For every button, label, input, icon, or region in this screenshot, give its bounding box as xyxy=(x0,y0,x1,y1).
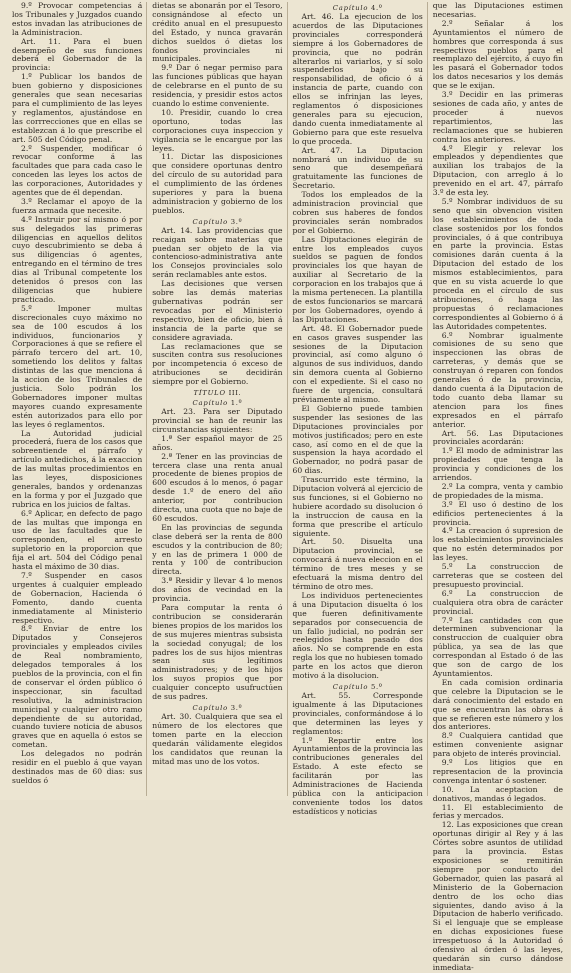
paragraph: Art. 55. Corresponde igualmente á las Diputaciones provinciales, conformándose á lo que determinen las leyes y reglamentos: xyxy=(292,690,423,736)
paragraph: Los delegados no podrán residir en el pueblo á que vayan destinados mas de 60 dias: sus sueldos ó xyxy=(12,749,143,785)
paragraph: 11. Dictar las disposiciones que considere oportunas dentro del círculo de su autoridad para el cumplimiento de las órdenes superiores y para la buena administracion y gobierno de los pueblos. xyxy=(152,152,283,215)
paragraph: El Gobierno puede tambien suspender las sesiones de las Diputaciones provinciales por motivos justificados; pero en este caso, así como en el de que la suspension la haya acordado el Gobernador, no podrá pasar de 60 dias. xyxy=(292,403,423,476)
paragraph: 10. Presidir, cuando lo crea oportuno, todas las corporaciones cuya inspeccion y vigilancia se le encargue por las leyes. xyxy=(152,107,283,153)
section-heading xyxy=(152,218,282,226)
heading-label: Capítulo xyxy=(332,682,369,691)
paragraph: En cada comision ordinaria que celebre la Diputacion se le dará conocimiento del estado en que se encuentran las obras á que se refieren este número y los dos anteriores. xyxy=(432,677,563,732)
paragraph: Art. 23. Para ser Diputado provincial se han de reunir las circunstancias siguientes: xyxy=(152,407,283,434)
paragraph: 4.º La creacion ó supresion de los establecimientos provinciales que no estén determinados por las leyes. xyxy=(432,526,563,563)
paragraph: 1.º El modo de administrar las propiedades que tenga la provincia y condiciones de los arriendos. xyxy=(432,446,563,483)
paragraph: 3.º Reclamar el apoyo de la fuerza armada que necesite. xyxy=(12,196,143,215)
text-column-4 xyxy=(432,1,563,972)
paragraph: 6.º La construccion de cualquiera otra obra de carácter provincial. xyxy=(432,588,563,616)
paragraph: Art. 30. Cualquiera que sea el número de los electores que tomen parte en la eleccion quedarán válidamente elegidos los candidatos que reunan la mitad mas uno de los votos. xyxy=(152,711,283,766)
paragraph: Las Diputaciones elegirán de entre los empleados cuyos sueldos se paguen de fondos provinciales los que hayan de auxiliar al Secretario de la corporacion en los trabajos que á la misma pertenecen. La plantilla de estos funcionarios se marcará por los Gobernadores, oyendo á las Diputaciones. xyxy=(292,234,423,324)
paragraph: 3.º El uso ó destino de los edificios pertenecientes á la provincia. xyxy=(432,499,563,527)
paragraph: 9.º Provocar competencias á los Tribunales y Juzgados cuando estos invadan las atribuciones de la Administracion. xyxy=(12,1,143,37)
paragraph: 8.º Cualquiera cantidad que estimen conveniente asignar para objeto de interés provincial. xyxy=(432,731,563,759)
text-column-3 xyxy=(292,2,428,816)
paragraph: Las reclamaciones que se susciten contra sus resoluciones por incompetencia ó exceso de atribuciones se decidirán siempre por el Gobierno. xyxy=(152,341,283,387)
paragraph: Art. 11. Para el buen desempeño de sus funciones deberá el Gobernador de la provincia: xyxy=(12,36,143,73)
section-heading xyxy=(152,389,282,397)
paragraph: 1.º Repartir entre los Ayuntamientos de la provincia las contribuciones generales del Estado. A este efecto se facilitarán por las Administraciones de Hacienda pública con la anticipacion conveniente todos los datos estadísticos y noticias xyxy=(292,735,423,816)
paragraph: La Autoridad judicial procederá, fuera de los casos que sobreentiende el párrafo y artículo antedichos, á la exaccion de las multas procedimientos en las leyes, disposiciones generales, bandos y ordenanzas en la forma y por el Juzgado que rubrica en los juicios de faltas. xyxy=(12,428,143,509)
paragraph: Los individuos pertenecientes á una Diputacion disuelta ó los que fueren definitivamente separados por consecuencia de un fallo judicial, no podrán ser reelegidos hasta pasado dos años. No se comprende en esta regla los que no hubiesen tomado parte en los actos que dieron motivo á la disolucion. xyxy=(292,590,423,681)
heading-number: III. xyxy=(228,389,242,398)
paragraph: Art. 14. Las providencias que recaigan sobre materias que puedan ser objeto de la via contencioso-administrativa ante los Consejos provinciales solo serán reclamables ante estos. xyxy=(152,225,283,280)
paragraph: Art. 50. Disuelta una Diputacion provincial, se convocará á nueva eleccion en el término de tres meses y se efectuará la misma dentro del término de otro mes. xyxy=(292,537,423,591)
paragraph: 2.º Señalar á los Ayuntamientos el número de hombres que corresponda á sus respectivos pueblos para el reemplazo del ejército, á cuyo fin les pasará el Gobernador todos los datos necesarios y los demás que se le exijan. xyxy=(432,18,563,91)
paragraph: 6.º Nombrar igualmente comisiones de su seno que inspeccionen las obras de carreteras, y demás que se construyan ó reparen con fondos generales ó de la provincia, dando cuenta á la Diputacion de todo cuanto deba llamar su atencion para los fines expresados en el párrafo anterior. xyxy=(432,330,563,429)
paragraph: 4.º Elegir y relevar los empleados y dependientes que auxilian los trabajos de la Diputacion, con arreglo á lo prevenido en el art. 47, párrafo 3.º de esta ley. xyxy=(432,143,563,198)
paragraph: Art. 47. La Diputacion nombrará un individuo de su seno que desempeñará gratuitamente las funciones de Secretario. xyxy=(292,145,423,191)
section-heading xyxy=(293,4,423,12)
paragraph: que las Diputaciones estimen necesarias. xyxy=(432,1,563,19)
paragraph: Art. 56. Las Diputaciones provinciales acordarán: xyxy=(432,428,563,447)
section-heading xyxy=(152,704,282,712)
paragraph: Todos los empleados de la administracion provincial que cobren sus haberes de fondos provinciales serán nombrados por el Gobierno. xyxy=(292,190,423,235)
heading-label: Capítulo xyxy=(192,217,229,226)
paragraph: Art. 48. El Gobernador puede en casos graves suspender las sesiones de la Diputacion provincial, así como alguno ó algunos de sus individuos, dando sin demora cuenta al Gobierno con el expediente. Si el caso no fuere de urgencia, consultará préviamente al mismo. xyxy=(292,323,423,404)
paragraph: 6.º Aplicar, en defecto de pago de las multas que imponga en uso de las facultades que le corresponden, el arresto supletorio en la proporcion que fija el art. 504 del Código penal hasta el máximo de 30 dias. xyxy=(12,508,143,572)
paragraph: 5.º Nombrar individuos de su seno que sin obvencion visiten los establecimientos de toda clase sostenidos por los fondos provinciales, ó á que contribuya en parte la provincia. Estas comisiones darán cuenta á la Diputacion del estado de los mismos establecimientos, para que en su vista acuerde lo que proceda en el círculo de sus atribuciones, ó haga las propuestas ó reclamaciones correspondientes al Gobierno ó á las Autoridades competentes. xyxy=(432,196,563,331)
paragraph: Art. 46. La ejecucion de los acuerdos de las Diputaciones provinciales corresponderá siempre á los Gobernadores de provincia, que no podrán alterarlos ni variarlos, y sí solo suspenderlos bajo su responsabilidad, de oficio ó á instancia de parte, cuando con ellos se infrinjan las leyes, reglamentos ó disposiciones generales para su ejecucion, dando cuenta inmediatamente al Gobierno para que este resuelva lo que proceda. xyxy=(292,12,423,146)
heading-label: Capítulo xyxy=(192,399,229,408)
text-column-1 xyxy=(12,2,147,796)
heading-label: TÍTULO xyxy=(193,389,226,398)
paragraph: 10. La aceptacion de donativos, mandas ó legados. xyxy=(432,784,563,803)
paragraph: Las decisiones que versen sobre las demás materias gubernativas podrán ser revocadas por el Ministerio respectivo, bien de oficio, bien á instancia de la parte que se considere agraviada. xyxy=(152,279,283,342)
paragraph: 4.º Instruir por sí mismo ó por sus delegados las primeras diligencias en aquellos delitos cuyo descubrimiento se deba á sus diligencias ó agentes, entregando en el término de tres dias al Tribunal competente los detenidos ó presos con las diligencias que hubiere practicado. xyxy=(12,214,143,304)
paragraph: 9.º Dar ó negar permiso para las funciones públicas que hayan de celebrarse en el punto de su residencia, y presidir estos actos cuando lo estime conveniente. xyxy=(152,63,283,108)
paragraph: 8.º Enviar de entre los Diputados y Consejeros provinciales y empleados civiles de Real nombramiento, delegados temporales á los pueblos de la provincia, con el fin de conservar el órden público ó inspeccionar, sin facultad resolutiva, la administracion municipal y cualquier otro ramo dependiente de su autoridad, cuando tuviere noticia de abusos graves que en aquella ó estos se cometan. xyxy=(12,624,143,750)
paragraph: 11. El establecimiento de ferias y mercados. xyxy=(432,802,563,821)
paragraph: En las provincias de segunda clase deberá ser la renta de 800 escudos y la contribucion de 80; y en las de primera 1 000 de renta y 100 de contribucion directa. xyxy=(152,522,283,577)
paragraph: Trascurrido este término, la Diputacion volverá al ejercicio de sus funciones, si el Gobierno no hubiere acordado su disolucion ó la instruccion de causa en la forma que prescribe el artículo siguiente. xyxy=(292,475,423,538)
paragraph: 12. Las exposiciones que crean oportunas dirigir al Rey y á las Córtes sobre asuntos de utilidad para la provincia. Estas exposiciones se remitirán siempre por conducto del Gobernador, quien las pasará al Ministerio de la Gobernacion dentro de los ocho dias siguientes, dando aviso á la Diputacion de haberlo verificado. Si el lenguaje que se emplease en dichas exposiciones fuese irrespetuoso á la Autoridad ó ofensivo al órden ó las leyes, quedarán sin curso dándose inmediata- xyxy=(432,820,563,972)
paragraph: 2.º Suspender, modificar ó revocar conforme á las facultades que para cada caso le conceden las leyes los actos de las corporaciones, Autoridades y agentes que de él dependan. xyxy=(12,143,143,198)
paragraph: 3.º Decidir en las primeras sesiones de cada año, y antes de proceder á nuevos repartimientos, las reclamaciones que se hubieren contra los anteriores. xyxy=(432,90,563,144)
paragraph: Para computar la renta ó contribucion se considerarán bienes propios de los maridos los de sus mujeres mientras subsista la sociedad conyugal; de los padres los de sus hijos mientras sean sus legítimos administradores; y de los hijos los suyos propios que por cualquier concepto usufructúen de sus padres. xyxy=(152,603,283,702)
heading-number: 3.º xyxy=(230,703,243,712)
paragraph: 2.º La compra, venta y cambio de propiedades de la misma. xyxy=(432,481,563,500)
heading-number: 5.º xyxy=(371,682,383,691)
paragraph: 1.ª Ser español mayor de 25 años. xyxy=(152,433,283,452)
paragraph: 3.ª Residir y llevar 4 lo menos dos años de vecindad en la provincia. xyxy=(152,576,283,604)
section-heading xyxy=(293,683,423,691)
paragraph: 9.º Los litigios que en representacion de la provincia convenga intentar ó sostener. xyxy=(432,758,563,785)
text-column-2 xyxy=(152,2,287,796)
paragraph: 7.º Suspender en casos urgentes á cualquier empleado de Gobernacion, Hacienda ó Fomento, dando cuenta inmediatamente al Ministerio respectivo. xyxy=(12,571,143,625)
paragraph: 5.º La construccion de carreteras que se costeen del presupuesto provincial. xyxy=(432,562,563,589)
heading-label: Capítulo xyxy=(332,4,369,12)
heading-number: 1.º xyxy=(230,399,243,408)
paragraph: 1.º Publicar los bandos de buen gobierno y disposiciones generales que sean necesarias para el cumplimiento de las leyes y reglamentos, ajustándose en las corrrecciones que en ellas se establezcan á lo que prescribe el art. 505 del Código penal. xyxy=(12,72,143,144)
heading-label: Capítulo xyxy=(192,703,229,712)
section-heading xyxy=(152,399,282,407)
paragraph: 2.ª Tener en las provincias de tercera clase una renta anual procedente de bienes propios de 600 escudos á lo menos, ó pagar desde 1.º de enero del año anterior, por contribucion directa, una cuota que no baje de 60 escudos. xyxy=(152,451,283,523)
paragraph: 7.º Las cantidades con que determinen subvencionar la construccion de cualquier obra pública, ya sea de las que correspondan al Estado ó de las que son de cargo de los Ayuntamientos. xyxy=(432,615,563,678)
heading-number: 4.º xyxy=(371,4,383,12)
paragraph: dietas se abonarán por el Tesoro, consignándose al efecto un crédito anual en el presupuesto del Estado, y nunca gravarán dichos sueldos ó dietas los fondos provinciales ni municipales. xyxy=(152,1,283,64)
paragraph: 5.º Imponer multas discrecionales cuyo máximo no sea de 100 escudos á los individuos, funcionarios y Corporaciones á que se refiere el párrafo tercero del art. 10, sometiendo los delitos y faltas distintas de las que menciona á la accion de los Tribunales de justicia. Solo podrán los Gobernadores imponer multas mayores cuando expresamente estén autorizados para ello por las leyes ó reglamentos. xyxy=(12,303,143,429)
heading-number: 3.º xyxy=(230,217,243,226)
